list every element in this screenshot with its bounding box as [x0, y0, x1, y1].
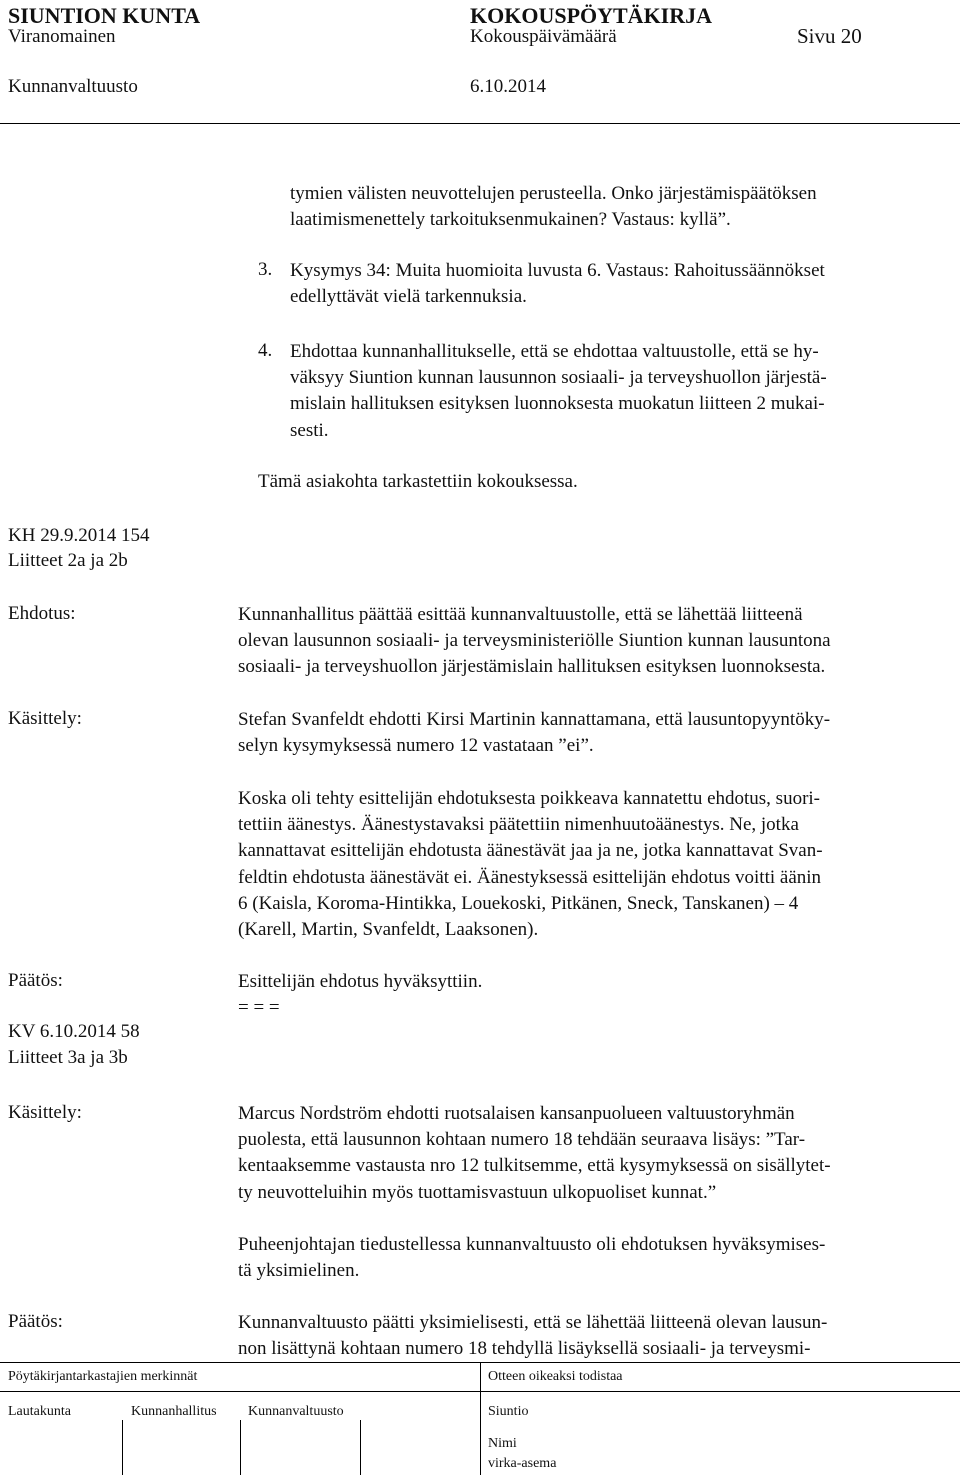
intro-continuation: [290, 181, 817, 233]
text-line: feldtin ehdotusta äänestävät ei. Äänestyksessä esittelijän ehdotus voitti äänin: [238, 866, 822, 888]
footer-col-lautakunta: Lautakunta: [8, 1404, 71, 1419]
text-line: väksyy Siuntion kunnan lausunnon sosiaali- ja terveyshuollon järjestä-: [290, 367, 827, 389]
text-line: (Karell, Martin, Svanfeldt, Laaksonen).: [238, 919, 539, 941]
footer-col-rule: [122, 1420, 123, 1475]
text-line: Marcus Nordström ehdotti ruotsalaisen kansanpuolueen valtuustoryhmän: [238, 1103, 795, 1124]
text-line: selyn kysymyksessä numero 12 vastataan ”ei”.: [238, 735, 594, 757]
item-4-text: [290, 339, 827, 444]
text-line: kannattavat esittelijän ehdotusta äänestävät jaa ja ne, jotka kannattavat Svan-: [238, 840, 823, 862]
text-line: sesti.: [290, 419, 329, 441]
authority-label: Viranomainen: [8, 26, 116, 47]
kv-kasittely-p1: [238, 1101, 831, 1206]
paatos-label: Päätös:: [8, 1311, 63, 1332]
authority-name: Kunnanvaltuusto: [8, 76, 138, 97]
review-note: Tämä asiakohta tarkastettiin kokouksessa.: [258, 471, 578, 492]
text-line: 6 (Kaisla, Koroma-Hintikka, Louekoski, Pitkänen, Sneck, Tanskanen) – 4: [238, 892, 799, 914]
item-number: 3.: [258, 259, 273, 280]
text-line: Stefan Svanfeldt ehdotti Kirsi Martinin kannattamana, että lausuntopyyntöky-: [238, 709, 831, 730]
kh-attachments: Liitteet 2a ja 2b: [8, 550, 128, 571]
text-line: tymien välisten neuvottelujen perusteella. Onko järjestämispäätöksen: [290, 183, 817, 204]
text-line: mislain hallituksen esityksen luonnoksesta muokatun liitteen 2 mukai-: [290, 393, 825, 415]
text-line: sosiaali- ja terveyshuollon järjestämislain hallituksen esityksen luonnoksesta.: [238, 656, 826, 678]
item-number: 4.: [258, 340, 273, 361]
paatos-label: Päätös:: [8, 970, 63, 991]
text-line: = = =: [238, 997, 280, 1019]
footer-title-label: virka-asema: [488, 1456, 557, 1471]
text-line: Esittelijän ehdotus hyväksyttiin.: [238, 971, 483, 992]
text-line: laatimismenettely tarkoituksenmukainen? Vastaus: kyllä”.: [290, 209, 731, 231]
text-line: Koska oli tehty esittelijän ehdotuksesta poikkeava kannatettu ehdotus, suori-: [238, 788, 821, 809]
item-3-text: [290, 258, 825, 310]
footer-divider: [480, 1362, 481, 1475]
text-line: edellyttävät vielä tarkennuksia.: [290, 286, 527, 308]
text-line: Ehdottaa kunnanhallitukselle, että se ehdottaa valtuustolle, että se hy-: [290, 341, 819, 362]
kv-kasittely-p2: [238, 1232, 825, 1284]
footer-name-label: Nimi: [488, 1436, 517, 1451]
text-line: tä yksimielinen.: [238, 1260, 360, 1282]
ehdotus-label: Ehdotus:: [8, 603, 76, 624]
footer-col-rule: [360, 1420, 361, 1475]
org-name: SIUNTION KUNTA: [8, 3, 201, 28]
certified-label: Otteen oikeaksi todistaa: [488, 1369, 623, 1384]
text-line: Puheenjohtajan tiedustellessa kunnanvaltuusto oli ehdotuksen hyväksymises-: [238, 1234, 826, 1255]
kv-attachments: Liitteet 3a ja 3b: [8, 1047, 128, 1068]
kv-paatos-text: [238, 1310, 827, 1362]
meeting-date: 6.10.2014: [470, 76, 546, 97]
footer-place: Siuntio: [488, 1404, 529, 1419]
page-number: Sivu 20: [797, 24, 862, 48]
reviewers-label: Pöytäkirjantarkastajien merkinnät: [8, 1369, 198, 1384]
doc-type: KOKOUSPÖYTÄKIRJA: [470, 3, 713, 28]
kasittely-label: Käsittely:: [8, 1102, 82, 1123]
footer-col-kunnanhallitus: Kunnanhallitus: [131, 1404, 217, 1419]
footer-col-kunnanvaltuusto: Kunnanvaltuusto: [248, 1404, 344, 1419]
header-divider: [0, 123, 960, 124]
date-label: Kokouspäivämäärä: [470, 26, 617, 47]
kh-kasittely-p1: [238, 707, 830, 759]
text-line: tettiin äänestys. Äänestystavaksi päätettiin nimenhuutoäänestys. Ne, jotka: [238, 814, 799, 836]
text-line: puolesta, että lausunnon kohtaan numero 18 tehdään seuraava lisäys: ”Tar-: [238, 1129, 806, 1151]
kh-paatos-text: [238, 969, 482, 1021]
text-line: Kysymys 34: Muita huomioita luvusta 6. Vastaus: Rahoitussäännökset: [290, 260, 825, 281]
ehdotus-text: [238, 602, 831, 681]
text-line: olevan lausunnon sosiaali- ja terveysministeriölle Siuntion kunnan lausuntona: [238, 630, 831, 652]
text-line: non lisättynä kohtaan numero 18 tehdyllä lisäyksellä sosiaali- ja terveysmi-: [238, 1338, 811, 1360]
text-line: Kunnanvaltuusto päätti yksimielisesti, että se lähettää liitteenä olevan lausun-: [238, 1312, 828, 1333]
footer-col-rule: [240, 1420, 241, 1475]
text-line: ty neuvotteluihin myös tuottamisvastuun ulkopuoliset kunnat.”: [238, 1181, 717, 1203]
text-line: Kunnanhallitus päättää esittää kunnanvaltuustolle, että se lähettää liitteenä: [238, 604, 803, 625]
kasittely-label: Käsittely:: [8, 708, 82, 729]
kh-reference: KH 29.9.2014 154: [8, 525, 150, 546]
text-line: kentaaksemme vastausta nro 12 tulkitsemme, että kysymyksessä on sisällytet-: [238, 1155, 831, 1177]
kh-kasittely-p2: [238, 786, 823, 943]
kv-reference: KV 6.10.2014 58: [8, 1021, 140, 1042]
